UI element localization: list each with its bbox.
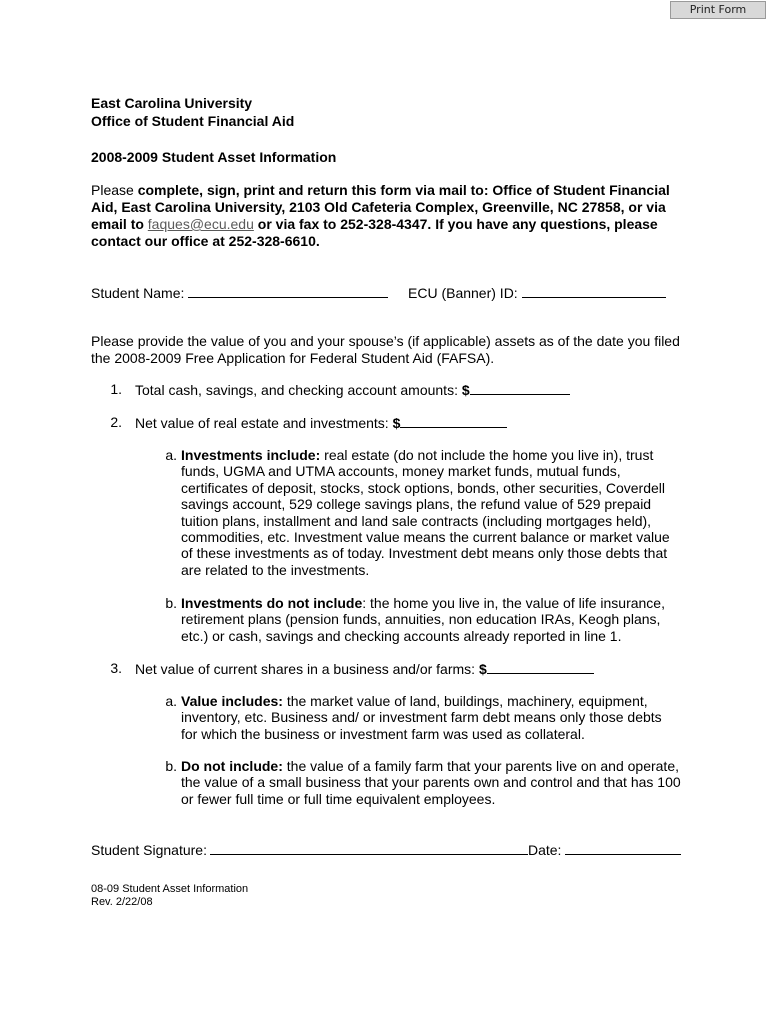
- sub-item-letter: b.: [165, 595, 177, 611]
- sub-item-text: the market value of land, buildings, machinery, equipment, inventory, etc. Business and/ or investment farm debt means only those debts for which the business or investment farm was used as collateral.: [181, 693, 662, 742]
- sub-item-text: real estate (do not include the home you live in), trust funds, UGMA and UTMA accounts, money market funds, mutual funds, certificates of deposit, stocks, stock options, bonds, other securities, Coverdell savings account, 529 college savings plans, the refund value of 529 prepaid tuition plans, installment and land sale contracts (including mortgages held), commodities, etc. Investment value means the current balance or market value of these investments as of today. Investment debt means only those debts that are related to the investments.: [181, 447, 670, 578]
- sub-item-bold: Value includes:: [181, 693, 283, 709]
- student-name-label: Student Name:: [91, 285, 185, 301]
- office-name: Office of Student Financial Aid: [91, 113, 295, 129]
- sub-item-text: : the home you live in, the value of life insurance, retirement plans (pension funds, annuities, non education IRAs, Keogh plans, etc.) or cash, savings and checking accounts already reported in line 1.: [181, 595, 665, 644]
- signature-row: [91, 841, 681, 859]
- item-2-text: Net value of real estate and investments:: [135, 415, 393, 431]
- sub-item-3a: [165, 693, 681, 742]
- instructions-bold: complete, sign, print and return this form via mail to: Office of Student Financial Aid, East Carolina University, 2103 Old Cafeteria Complex, Greenville, NC 27858, or via email to: [91, 182, 670, 232]
- footer-form-name: 08-09 Student Asset Information: [91, 883, 249, 895]
- sub-item-letter: b.: [165, 758, 177, 774]
- item-1-text: Total cash, savings, and checking account amounts:: [135, 382, 462, 398]
- sub-item-letter: a.: [165, 447, 177, 463]
- item-number: 3.: [110, 660, 122, 676]
- item-3-text: Net value of current shares in a business and/or farms:: [135, 661, 479, 677]
- form-footer: [91, 883, 248, 909]
- business-farm-value-field[interactable]: [487, 660, 594, 674]
- sub-item-bold: Do not include:: [181, 758, 283, 774]
- instructions-contact: or via fax to 252-328-4347. If you have any questions, please contact our office at 252-328-6610.: [91, 216, 658, 249]
- sub-item-bold: Investments include:: [181, 447, 321, 463]
- instructions-paragraph: [91, 182, 681, 250]
- date-field[interactable]: [565, 841, 681, 855]
- sub-item-text: the value of a family farm that your parents live on and operate, the value of a small business that your parents own and control and that has 100 or fewer full time or full time equivalent employees.: [181, 758, 681, 807]
- dollar-sign: $: [478, 661, 487, 677]
- item-number: 2.: [110, 414, 122, 430]
- dollar-sign: $: [392, 415, 401, 431]
- print-form-button[interactable]: Print Form: [670, 1, 766, 19]
- signature-field[interactable]: [210, 841, 528, 855]
- email-link[interactable]: faques@ecu.edu: [147, 216, 254, 232]
- sub-item-2a: [165, 447, 681, 578]
- instructions-please: Please: [91, 182, 138, 198]
- item-number: 1.: [110, 381, 122, 397]
- footer-revision: Rev. 2/22/08: [91, 896, 153, 908]
- sub-item-2b: [165, 595, 681, 644]
- sub-item-bold: Investments do not include: [181, 595, 363, 611]
- form-title: 2008-2009 Student Asset Information: [91, 149, 337, 165]
- ecu-id-field[interactable]: [522, 284, 666, 298]
- ecu-id-row: [408, 284, 666, 302]
- date-label: Date:: [527, 842, 562, 858]
- real-estate-value-field[interactable]: [400, 414, 507, 428]
- student-name-row: [91, 284, 388, 302]
- university-name: East Carolina University: [91, 95, 253, 111]
- signature-label: Student Signature:: [91, 842, 207, 858]
- sub-item-letter: a.: [165, 693, 177, 709]
- cash-savings-amount-field[interactable]: [470, 381, 570, 395]
- ecu-id-label: ECU (Banner) ID:: [408, 285, 518, 301]
- dollar-sign: $: [461, 382, 470, 398]
- provide-values-paragraph: Please provide the value of you and your spouse’s (if applicable) assets as of the date you filed the 2008-2009 Free Application for Federal Student Aid (FAFSA).: [91, 333, 680, 366]
- sub-item-3b: [165, 758, 681, 807]
- student-name-field[interactable]: [188, 284, 388, 298]
